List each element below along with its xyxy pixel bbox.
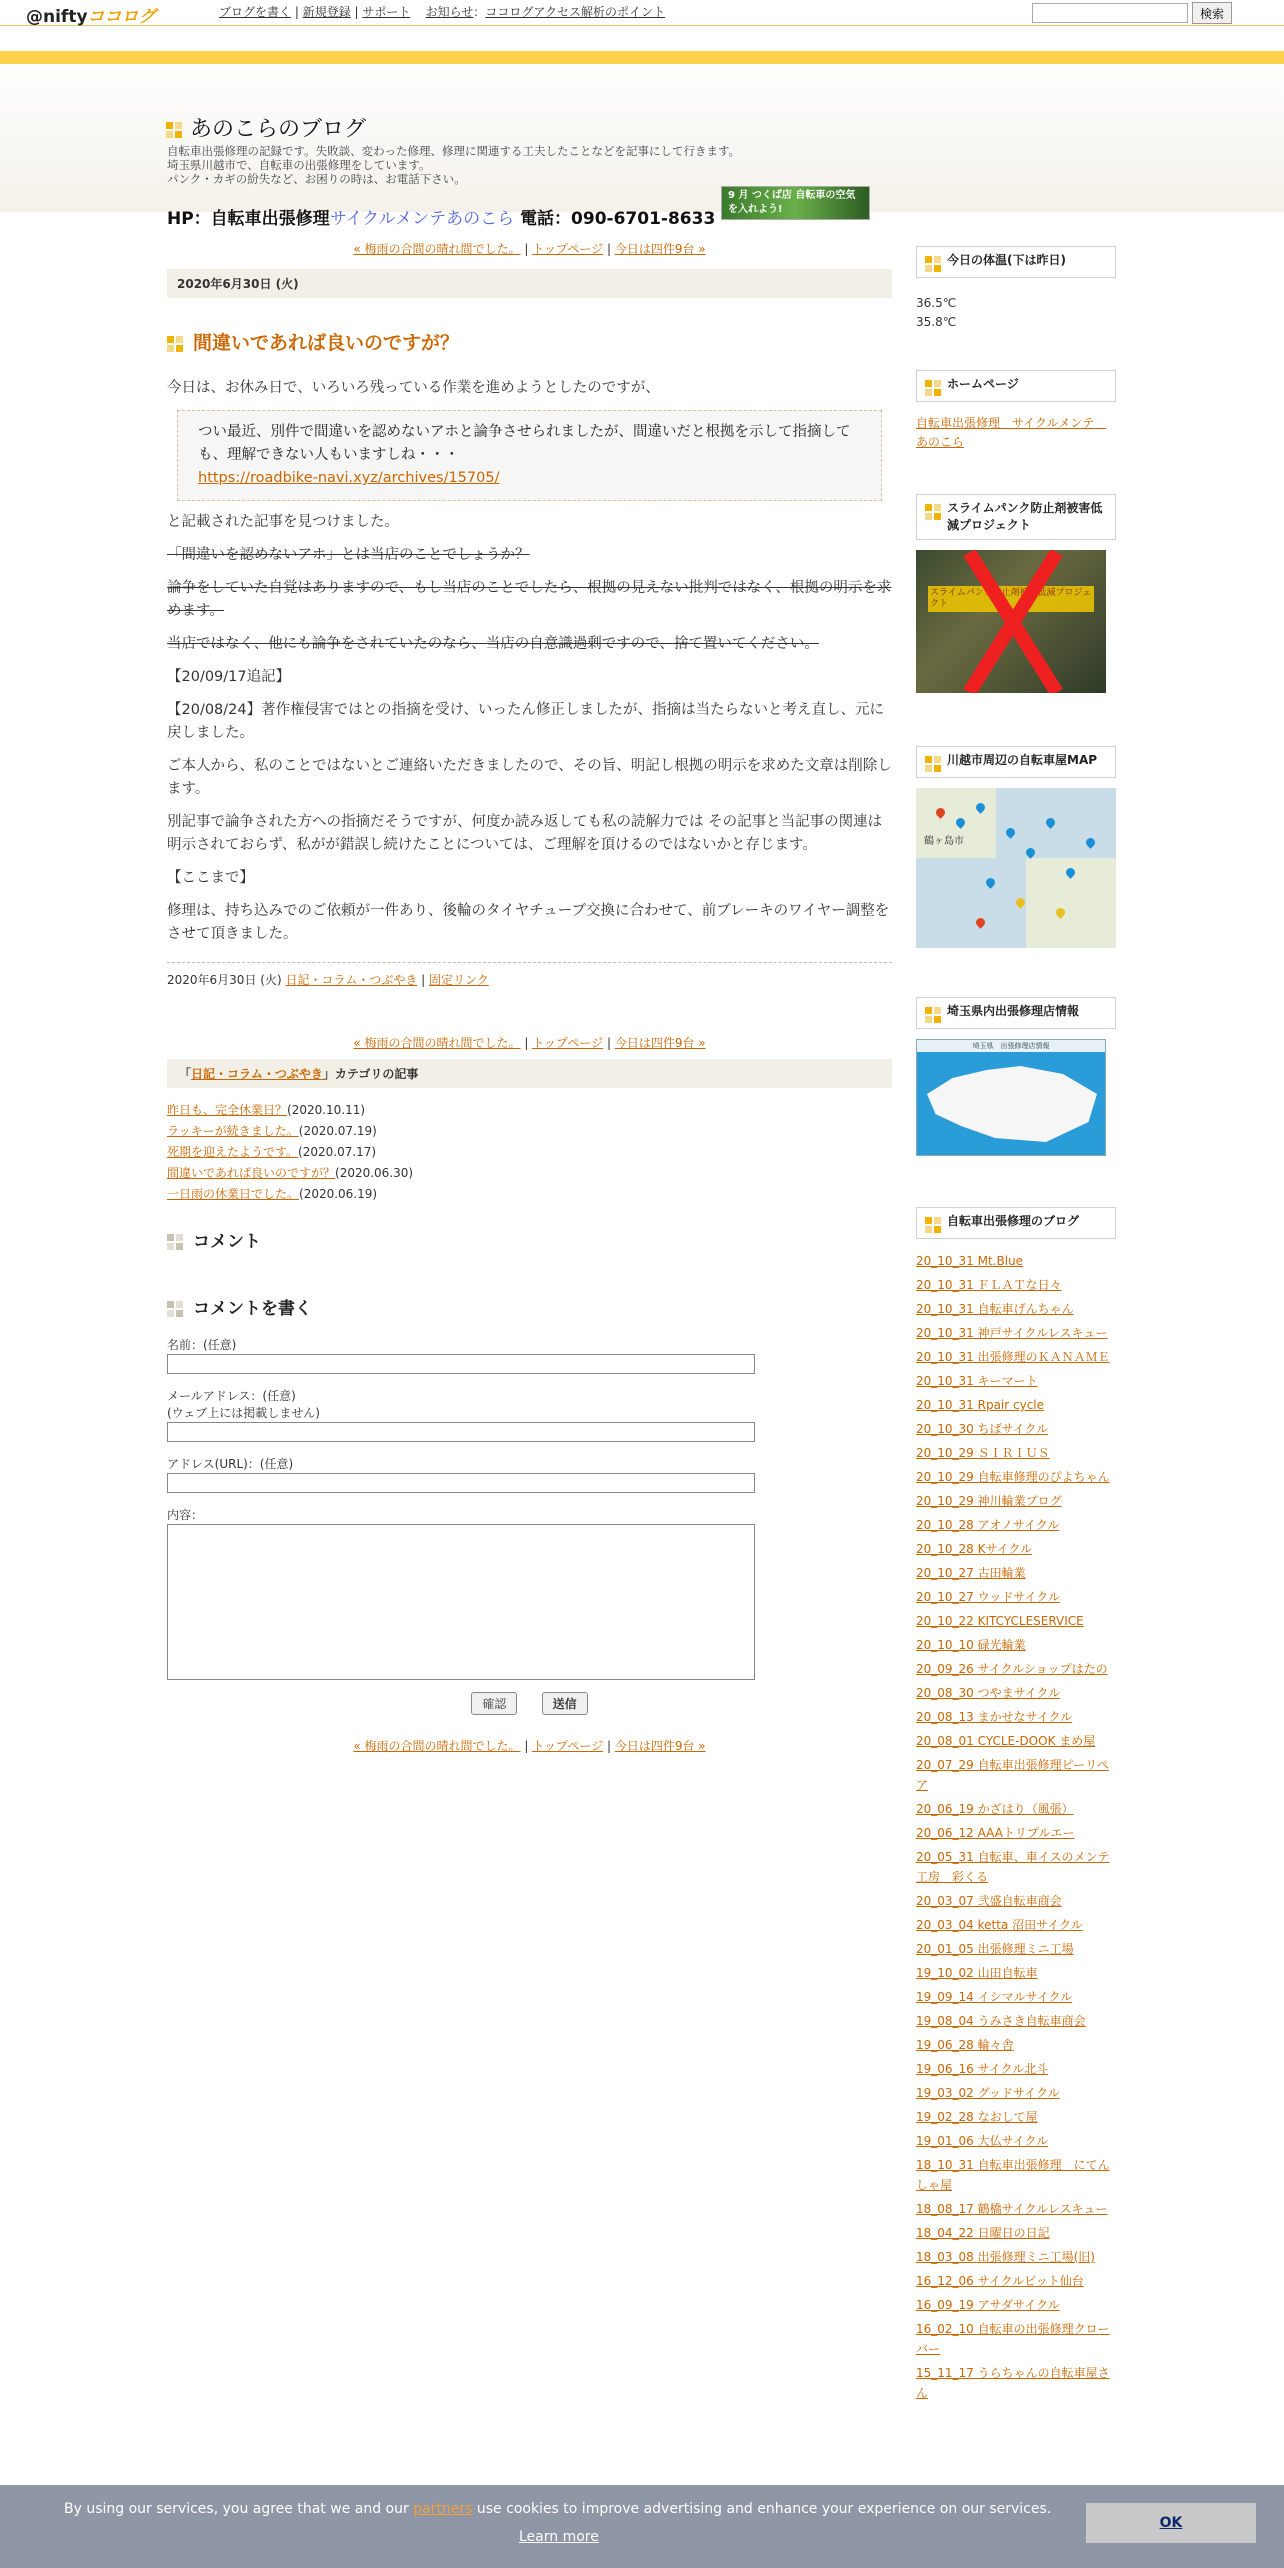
blog-link[interactable]: 20_07_29 自転車出張修理ピーリペア	[916, 1758, 1109, 1792]
sidebar-heading	[916, 1207, 1116, 1239]
quote-text: つい最近、別件で間違いを認めないアホと論争させられましたが、間違いだと根拠を示して指摘しても、理解できない人もいますしね・・・	[198, 424, 851, 463]
main-content	[167, 240, 892, 1754]
list-item	[916, 1915, 1116, 1935]
next-post-link[interactable]: 今日は四件9台 »	[614, 1739, 706, 1753]
category-item-date: (2020.07.19)	[298, 1124, 377, 1138]
write-blog-link[interactable]: ブログを書く	[219, 5, 292, 19]
write-comment-heading	[167, 1294, 892, 1319]
blog-link[interactable]: 20_08_13 まかせなサイクル	[916, 1710, 1073, 1724]
meta-date: 2020年6月30日 (火)	[167, 973, 282, 987]
logo-prefix: @nifty	[26, 7, 88, 27]
list-item	[916, 1587, 1116, 1607]
submit-button[interactable]: 送信	[542, 1692, 588, 1715]
slime-project-image[interactable]	[916, 550, 1106, 693]
sidebar-heading-text: ホームページ	[947, 377, 1019, 391]
email-label-text: メールアドレス：(任意)	[167, 1389, 296, 1403]
blog-link[interactable]: 20_10_31 神戸サイクルレスキュー	[916, 1326, 1108, 1340]
list-item	[167, 1184, 892, 1205]
sidebar-heading	[916, 494, 1116, 540]
blog-link[interactable]: 20_03_04 ketta 沼田サイクル	[916, 1918, 1083, 1932]
blog-link[interactable]: 16_02_10 自転車の出張修理クローバー	[916, 2322, 1110, 2356]
cookie-ok-button[interactable]: OK	[1086, 2503, 1256, 2543]
post-date: 2020年6月30日 (火)	[167, 269, 892, 298]
list-item	[167, 1100, 892, 1121]
sidebar-heading-text: スライムパンク防止剤被害低減プロジェクト	[947, 501, 1103, 532]
list-item	[916, 1847, 1116, 1887]
map-pin-icon	[1084, 836, 1097, 849]
list-item	[916, 1659, 1116, 1679]
list-item	[916, 2035, 1116, 2055]
post-title	[167, 328, 892, 355]
description-line: 自転車出張修理の記録です。失敗談、変わった修理、修理に関連する工夫したことなどを記事にして行きます。	[167, 144, 741, 158]
permalink[interactable]: 固定リンク	[429, 973, 489, 987]
list-item	[916, 1443, 1116, 1463]
category-link[interactable]: 日記・コラム・つぶやき	[191, 1067, 323, 1081]
prev-post-link[interactable]: « 梅雨の合間の晴れ間でした。	[353, 1036, 521, 1050]
prefecture-shape	[927, 1062, 1097, 1142]
blog-link[interactable]: 20_10_30 ちばサイクル	[916, 1422, 1049, 1436]
blog-link[interactable]: 20_10_28 Kサイクル	[916, 1542, 1033, 1556]
blog-link[interactable]: 19_08_04 うみさき自転車商会	[916, 2014, 1086, 2028]
struck-paragraph: 「間違いを認めないアホ」とは当店のことでしょうか？	[167, 547, 530, 563]
blog-link[interactable]: 20_08_01 CYCLE-DOOK まめ屋	[916, 1734, 1096, 1748]
list-item	[916, 2223, 1116, 2243]
category-item-link[interactable]: 死期を迎えたようです。	[167, 1145, 299, 1159]
list-item	[916, 1251, 1116, 1271]
category-item-date: (2020.06.30)	[335, 1166, 414, 1180]
list-item	[916, 2319, 1116, 2359]
notice-link[interactable]: ココログアクセス解析のポイント	[485, 5, 665, 19]
list-item	[916, 1755, 1116, 1795]
category-item-link[interactable]: 一日雨の休業日でした。	[167, 1187, 300, 1201]
post-paragraph: 今日は、お休み日で、いろいろ残っている作業を進めようとしたのですが、	[167, 380, 660, 396]
list-item	[916, 1515, 1116, 1535]
list-item	[916, 1823, 1116, 1843]
list-item	[916, 1347, 1116, 1367]
category-suffix: 」カテゴリの記事	[322, 1067, 419, 1081]
list-item	[916, 1539, 1116, 1559]
blog-link[interactable]: 20_06_19 かざはり（風張）	[916, 1802, 1074, 1816]
list-item	[916, 2107, 1116, 2127]
blog-link[interactable]: 19_06_28 輪々舎	[916, 2038, 1014, 2052]
list-item	[916, 1467, 1116, 1487]
category-list	[167, 1100, 892, 1205]
heading-square-icon	[925, 380, 941, 396]
blog-link[interactable]: 20_10_29 ＳＩＲＩＵＳ	[916, 1446, 1050, 1460]
category-item-link[interactable]: 昨日も、完全休業日？	[167, 1103, 288, 1117]
url-field[interactable]	[167, 1473, 755, 1493]
blog-link[interactable]: 20_10_10 碌光輪業	[916, 1638, 1026, 1652]
list-item	[167, 1121, 892, 1142]
form-buttons	[167, 1692, 892, 1715]
post-paragraph: 【20/09/17追記】	[167, 669, 291, 685]
name-field[interactable]	[167, 1354, 755, 1374]
sidebar-saitama	[916, 997, 1116, 1156]
list-item	[916, 1731, 1116, 1751]
list-item	[916, 1683, 1116, 1703]
map-label: 鶴ヶ島市	[924, 836, 964, 847]
blog-title-text[interactable]: あのこらのブログ	[190, 117, 367, 142]
blog-link[interactable]: 20_10_22 KITCYCLESERVICE	[916, 1614, 1084, 1628]
nifty-cocolog-logo[interactable]	[26, 2, 156, 27]
logo-suffix: ココログ	[87, 7, 156, 27]
list-item	[916, 1299, 1116, 1319]
list-item	[916, 2155, 1116, 2195]
content-textarea[interactable]	[167, 1524, 755, 1680]
temp-yesterday: 35.8℃	[916, 315, 957, 329]
heading-square-icon	[925, 504, 941, 520]
blog-link[interactable]: 18_08_17 鶴橋サイクルレスキュー	[916, 2202, 1108, 2216]
list-item	[916, 1707, 1116, 1727]
homepage-link[interactable]: 自転車出張修理 サイクルメンテ あのこら	[916, 416, 1107, 449]
post-paragraph: ご本人から、私のことではないとご連絡いただきましたので、その旨、明記し根拠の明示を求めた文章は削除します。	[167, 758, 892, 797]
blog-link[interactable]: 20_10_29 神川輪業ブログ	[916, 1494, 1062, 1508]
category-item-date: (2020.06.19)	[299, 1187, 378, 1201]
list-item	[916, 1371, 1116, 1391]
map-pin-icon	[1044, 816, 1057, 829]
list-item	[916, 2295, 1116, 2315]
list-item	[916, 1891, 1116, 1911]
blog-link[interactable]: 20_03_07 弐盛自転車商会	[916, 1894, 1062, 1908]
top-bar	[0, 0, 1284, 26]
category-prefix: 「	[179, 1067, 192, 1081]
cookie-msg-after: use cookies to improve advertising and enhance your experience on our services.	[472, 2501, 1052, 2517]
heading-square-icon	[925, 756, 941, 772]
list-item	[916, 1563, 1116, 1583]
heading-square-icon	[167, 1301, 183, 1317]
event-banner[interactable]: 9 月 つくば店 自転車の空気を入れよう!	[721, 186, 870, 220]
partners-link[interactable]: partners	[413, 2501, 473, 2517]
blog-link[interactable]: 15_11_17 うらちゃんの自転車屋さん	[916, 2366, 1110, 2400]
category-item-link[interactable]: ラッキーが続きました。	[167, 1124, 299, 1138]
list-item	[916, 1275, 1116, 1295]
heading-square-icon	[925, 256, 941, 272]
search-button[interactable]: 検索	[1192, 2, 1232, 24]
list-item	[916, 1799, 1116, 1819]
blog-link[interactable]: 20_05_31 自転車、車イスのメンテ工房 彩くる	[916, 1850, 1110, 1884]
heading-square-icon	[925, 1217, 941, 1233]
email-field[interactable]	[167, 1422, 755, 1442]
blog-link[interactable]: 20_09_26 サイクルショップはたの	[916, 1662, 1108, 1676]
blog-description	[167, 144, 740, 186]
blog-link[interactable]: 16_09_19 アサダサイクル	[916, 2298, 1060, 2312]
list-item	[916, 2247, 1116, 2267]
homepage-link-wrap	[916, 414, 1116, 452]
blockquote	[177, 410, 882, 501]
sidebar-blogs	[916, 1207, 1116, 2407]
map-pin-icon	[1024, 846, 1037, 859]
top-page-link[interactable]: トップページ	[532, 242, 604, 256]
post-meta: 2020年6月30日 (火) 日記・コラム・つぶやき | 固定リンク	[167, 962, 892, 988]
blog-link[interactable]: 19_06_16 サイクル北斗	[916, 2062, 1049, 2076]
list-item	[916, 2271, 1116, 2291]
blog-link[interactable]: 18_10_31 自転車出張修理 にてんしゃ屋	[916, 2158, 1110, 2192]
list-item	[916, 2059, 1116, 2079]
blog-link[interactable]: 19_01_06 大仏サイクル	[916, 2134, 1049, 2148]
blog-link[interactable]: 19_02_28 なおして屋	[916, 2110, 1038, 2124]
blog-link[interactable]: 19_09_14 イシマルサイクル	[916, 1990, 1073, 2004]
search-input[interactable]	[1032, 3, 1188, 23]
temp-today: 36.5℃	[916, 296, 957, 310]
write-comment-heading-text: コメントを書く	[193, 1299, 312, 1319]
next-post-link[interactable]: 今日は四件9台 »	[614, 1036, 706, 1050]
sidebar-heading-text: 川越市周辺の自転車屋MAP	[947, 753, 1098, 767]
blog-link[interactable]: 18_04_22 日曜日の日記	[916, 2226, 1050, 2240]
heading-square-icon	[925, 1007, 941, 1023]
blog-link[interactable]: 20_10_31 ＦＬＡＴな日々	[916, 1278, 1062, 1292]
post-title-text: 間違いであれば良いのですが？	[193, 332, 460, 354]
post-paragraph: 【ここまで】	[167, 870, 254, 886]
email-note: (ウェブ上には掲載しません)	[167, 1406, 320, 1420]
comments-heading-text: コメント	[193, 1232, 261, 1252]
blog-list	[916, 1251, 1116, 2403]
struck-paragraph: 当店ではなく、他にも論争をされていたのなら、当店の自意識過剰ですので、捨て置いてください。	[167, 636, 819, 652]
name-label: 名前：(任意)	[167, 1338, 237, 1352]
list-item	[916, 1963, 1116, 1983]
blog-link[interactable]: 20_10_29 自転車修理のぴよちゃん	[916, 1470, 1110, 1484]
list-item	[916, 1419, 1116, 1439]
temperature-values	[916, 294, 1116, 332]
blog-link[interactable]: 20_10_31 Mt.Blue	[916, 1254, 1024, 1268]
blog-link[interactable]: 20_06_12 AAAトリプルエー	[916, 1826, 1075, 1840]
heading-square-icon	[167, 1234, 183, 1250]
map-pin-icon	[1014, 896, 1027, 909]
blog-link[interactable]: 20_10_31 Rpair cycle	[916, 1398, 1045, 1412]
title-square-icon	[167, 336, 183, 352]
blog-title[interactable]	[166, 112, 366, 143]
saitama-map-image[interactable]	[916, 1039, 1106, 1156]
list-item	[916, 2199, 1116, 2219]
top-links: ブログを書く | 新規登録 | サポート お知らせ：ココログアクセス解析のポイント	[219, 5, 665, 19]
confirm-button[interactable]: 確認	[471, 1692, 517, 1715]
content-label: 内容：	[167, 1508, 204, 1522]
hp-phone: 電話：090-6701-8633	[520, 209, 716, 229]
post-paragraph: 【20/08/24】著作権侵害ではとの指摘を受け、いったん修正しましたが、指摘は当たらないと考え直し、元に戻しました。	[167, 702, 885, 741]
category-item-date: (2020.07.17)	[298, 1145, 377, 1159]
blog-link[interactable]: 19_03_02 グッドサイクル	[916, 2086, 1060, 2100]
list-item	[916, 2011, 1116, 2031]
notice-label[interactable]: お知らせ	[425, 5, 474, 19]
sidebar-heading	[916, 370, 1116, 402]
list-item	[916, 2083, 1116, 2103]
blog-link[interactable]: 20_10_31 キーマート	[916, 1374, 1038, 1388]
blog-link[interactable]: 20_10_31 自転車げんちゃん	[916, 1302, 1074, 1316]
blog-link[interactable]: 19_10_02 山田自転車	[916, 1966, 1038, 1980]
meta-category-link[interactable]: 日記・コラム・つぶやき	[285, 973, 418, 987]
comment-form	[167, 1337, 892, 1715]
list-item	[916, 2131, 1116, 2151]
list-item	[916, 1323, 1116, 1343]
sidebar-temperature	[916, 246, 1116, 332]
learn-more-link[interactable]: Learn more	[519, 2529, 599, 2545]
email-label	[167, 1388, 892, 1422]
signup-link[interactable]: 新規登録	[302, 5, 351, 19]
post-paragraph: 別記事で論争された方への指摘だそうですが、何度か読み返しても私の読解力では その記事と当記事の関連は明示されておらず、私がが錯誤し続けたことについては、ご理解を頂けるのではないかと存じます。	[167, 814, 883, 853]
sidebar-homepage	[916, 370, 1116, 452]
list-item	[167, 1163, 892, 1184]
post-nav-middle: « 梅雨の合間の晴れ間でした。 | トップページ | 今日は四件9台 »	[353, 1036, 706, 1050]
hp-name-link[interactable]: サイクルメンテあのこら	[329, 209, 515, 229]
hp-line	[167, 204, 715, 229]
prev-post-link[interactable]: « 梅雨の合間の晴れ間でした。	[353, 1739, 521, 1753]
category-header	[167, 1059, 892, 1088]
blog-link[interactable]: 16_12_06 サイクルピット仙台	[916, 2274, 1084, 2288]
blog-link[interactable]: 20_10_27 ウッドサイクル	[916, 1590, 1060, 1604]
blog-link[interactable]: 20_01_05 出張修理ミニ工場	[916, 1942, 1074, 1956]
map-pin-icon	[1004, 826, 1017, 839]
slime-image-banner-text: スライムパンク防止剤被害低減プロジェクト	[928, 586, 1094, 612]
sidebar-slime	[916, 494, 1116, 693]
blog-link[interactable]: 20_08_30 つやまサイクル	[916, 1686, 1061, 1700]
list-item	[916, 1395, 1116, 1415]
post-paragraph: と記載された記事を見つけました。	[167, 514, 399, 530]
map-pin-icon	[974, 916, 987, 929]
list-item	[916, 1987, 1116, 2007]
list-item	[167, 1142, 892, 1163]
map-pin-icon	[984, 876, 997, 889]
header-yellow-band	[0, 51, 1284, 64]
quote-link[interactable]: https://roadbike-navi.xyz/archives/15705/	[198, 470, 500, 486]
sidebar-map	[916, 746, 1116, 948]
list-item	[916, 2363, 1116, 2403]
sidebar-heading-text: 今日の体温(下は昨日)	[947, 253, 1066, 267]
next-post-link[interactable]: 今日は四件9台 »	[614, 242, 706, 256]
cookie-banner	[0, 2485, 1284, 2568]
hp-prefix: HP：自転車出張修理	[167, 209, 330, 229]
cookie-message	[64, 2501, 1051, 2517]
comments-heading	[167, 1227, 892, 1252]
blog-link[interactable]: 20_10_28 アオノサイクル	[916, 1518, 1060, 1532]
sidebar-heading	[916, 746, 1116, 778]
blog-link[interactable]: 20_10_31 出張修理のＫＡＮＡＭＥ	[916, 1350, 1110, 1364]
url-label: アドレス(URL)：(任意)	[167, 1457, 294, 1471]
list-item	[916, 1611, 1116, 1631]
list-item	[916, 1491, 1116, 1511]
cookie-msg-before: By using our services, you agree that we and our	[64, 2501, 414, 2517]
category-item-date: (2020.10.11)	[287, 1103, 366, 1117]
title-square-icon	[166, 122, 182, 138]
bicycle-shop-map[interactable]	[916, 788, 1116, 948]
post-paragraph: 修理は、持ち込みでのご依頼が一件あり、後輪のタイヤチューブ交換に合わせて、前ブレーキのワイヤー調整をさせて頂きました。	[167, 903, 890, 942]
saitama-image-title: 埼玉県 出張修理店情報	[917, 1040, 1105, 1052]
blog-link[interactable]: 20_10_27 古田輪業	[916, 1566, 1026, 1580]
struck-paragraph: 論争をしていた自覚はありますので、もし当店のことでしたら、根拠の見えない批判ではなく、根拠の明示を求めます。	[167, 580, 892, 619]
post-body	[167, 377, 892, 946]
sidebar-heading-text: 自転車出張修理のブログ	[947, 1214, 1080, 1228]
category-item-link[interactable]: 間違いであれば良いのですが？	[167, 1166, 336, 1180]
post-nav-bottom: « 梅雨の合間の晴れ間でした。 | トップページ | 今日は四件9台 »	[353, 1739, 706, 1753]
description-line: パンク・カギの紛失など、お困りの時は、お電話下さい。	[167, 172, 466, 186]
top-page-link[interactable]: トップページ	[532, 1036, 604, 1050]
list-item	[916, 1939, 1116, 1959]
prev-post-link[interactable]: « 梅雨の合間の晴れ間でした。	[353, 242, 521, 256]
list-item	[916, 1635, 1116, 1655]
post-nav-top: « 梅雨の合間の晴れ間でした。 | トップページ | 今日は四件9台 »	[353, 242, 706, 256]
description-line: 埼玉県川越市で、自転車の出張修理をしています。	[167, 158, 431, 172]
top-page-link[interactable]: トップページ	[532, 1739, 604, 1753]
sidebar-heading-text: 埼玉県内出張修理店情報	[947, 1004, 1080, 1018]
blog-link[interactable]: 18_03_08 出張修理ミニ工場(旧)	[916, 2250, 1095, 2264]
support-link[interactable]: サポート	[362, 5, 411, 19]
sidebar-heading	[916, 997, 1116, 1029]
sidebar-heading	[916, 246, 1116, 278]
